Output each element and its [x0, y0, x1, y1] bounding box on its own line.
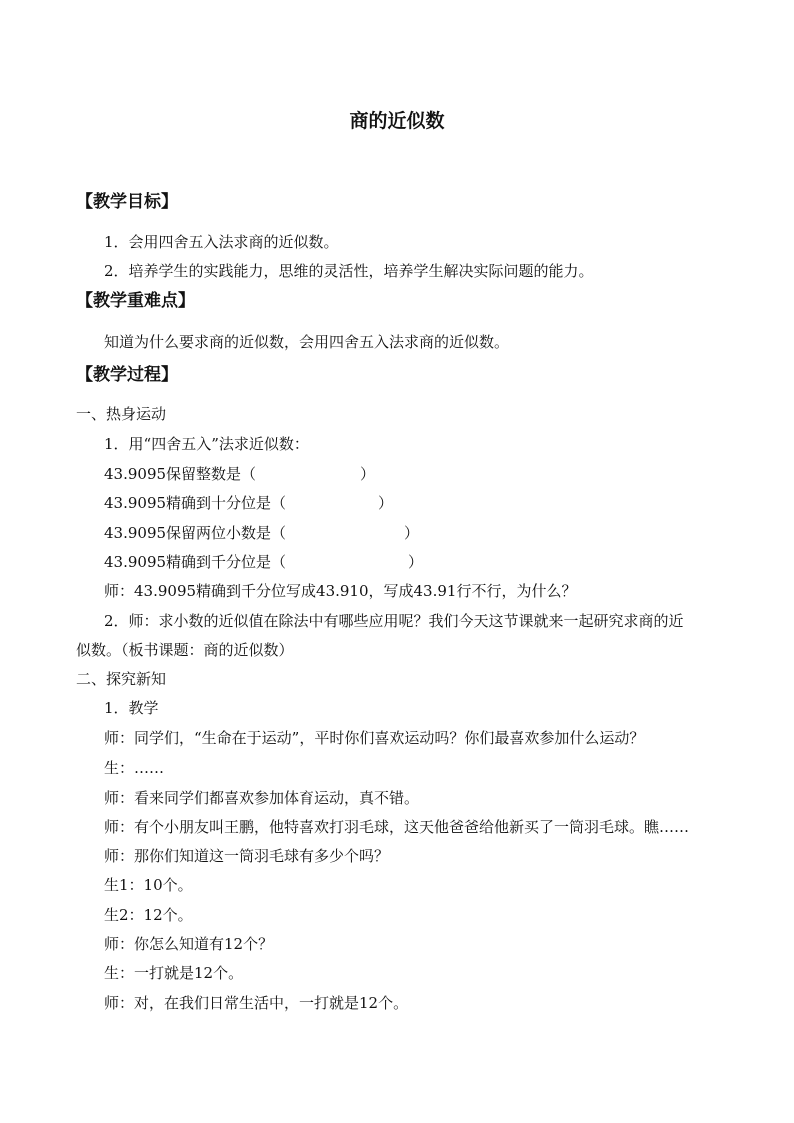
question-row [104, 552, 423, 572]
dialogue-line: 师：看来同学们都喜欢参加体育运动，真不错。 [104, 789, 420, 807]
dialogue-line: 师：同学们，“生命在于运动”，平时你们喜欢运动吗？你们最喜欢参加什么运动？ [104, 729, 645, 747]
closing-paren: ） [408, 553, 424, 571]
goals-heading: 【教学目标】 [76, 192, 178, 212]
closing-paren: ） [378, 494, 394, 512]
warmup-heading: 一、热身运动 [76, 405, 167, 423]
process-heading: 【教学过程】 [76, 365, 178, 385]
item2-line-2: 似数。（板书课题：商的近似数） [76, 641, 294, 659]
dialogue-line: 师：你怎么知道有12个？ [104, 935, 274, 953]
warmup-intro: 1．用“四舍五入”法求近似数： [104, 435, 309, 453]
explore-heading: 二、探究新知 [76, 670, 167, 688]
key-points-heading: 【教学重难点】 [76, 291, 195, 311]
dialogue-line: 师：有个小朋友叫王鹏，他特喜欢打羽毛球，这天他爸爸给他新买了一筒羽毛球。瞧…… [104, 818, 690, 836]
dialogue-line: 师：对，在我们日常生活中，一打就是12个。 [104, 994, 409, 1012]
teacher-question: 师：43.9095精确到千分位写成43.910，写成43.91行不行，为什么？ [104, 582, 577, 600]
dialogue-line: 生1：10个。 [104, 876, 193, 894]
dialogue-line: 生：…… [104, 759, 165, 777]
goal-item-1: 1．会用四舍五入法求商的近似数。 [104, 233, 339, 251]
item2-line-1: 2．师：求小数的近似值在除法中有哪些应用呢？我们今天这节课就来一起研究求商的近 [104, 612, 684, 630]
dialogue-line: 生：一打就是12个。 [104, 964, 244, 982]
dialogue-line: 师：那你们知道这一筒羽毛球有多少个吗？ [104, 847, 390, 865]
explore-subheading: 1．教学 [104, 699, 159, 717]
dialogue-line: 生2：12个。 [104, 906, 193, 924]
closing-paren: ） [404, 524, 420, 542]
question-row [104, 523, 419, 543]
page-title: 商的近似数 [349, 110, 445, 132]
question-text: 43.9095保留两位小数是（ [104, 524, 287, 542]
question-text: 43.9095精确到千分位是（ [104, 553, 287, 571]
question-text: 43.9095精确到十分位是（ [104, 494, 287, 512]
key-points-text: 知道为什么要求商的近似数，会用四舍五入法求商的近似数。 [104, 333, 510, 351]
question-text: 43.9095保留整数是（ [104, 465, 257, 483]
goal-item-2: 2．培养学生的实践能力，思维的灵活性，培养学生解决实际问题的能力。 [104, 262, 594, 280]
closing-paren: ） [360, 465, 376, 483]
question-row [104, 493, 393, 513]
question-row [104, 464, 375, 484]
